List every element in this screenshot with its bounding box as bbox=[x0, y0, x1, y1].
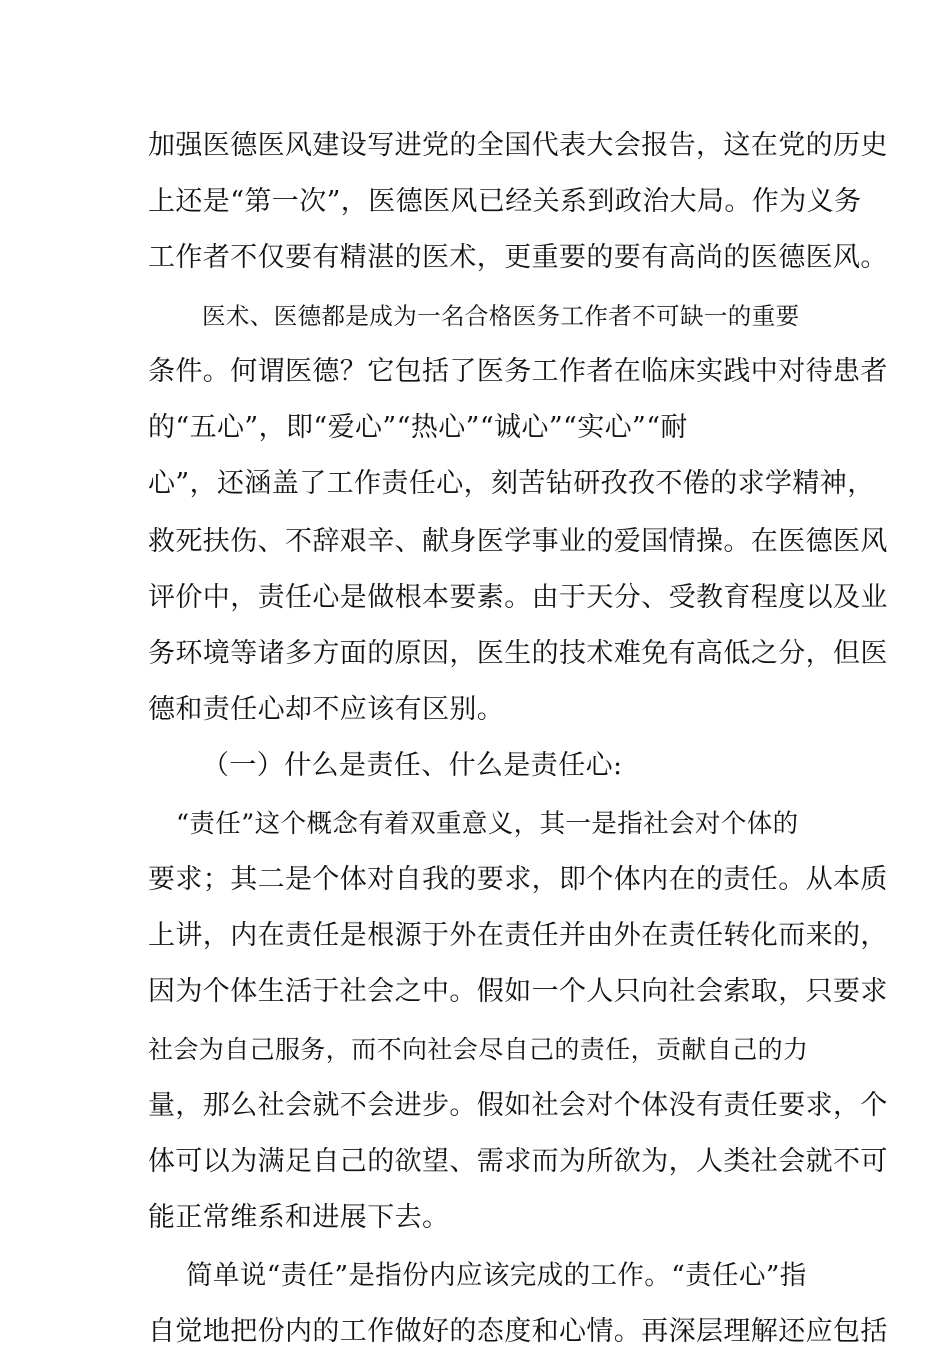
text-line: 体可以为满足自己的欲望、需求而为所欲为，人类社会就不可 bbox=[148, 1146, 888, 1177]
text-line: 量，那么社会就不会进步。假如社会对个体没有责任要求，个 bbox=[148, 1090, 888, 1121]
text-line: 简单说“责任”是指份内应该完成的工作。“责任心”指 bbox=[186, 1260, 807, 1291]
text-line: 心”，还涵盖了工作责任心，刻苦钻研孜孜不倦的求学精神， bbox=[148, 468, 875, 499]
text-line: 医术、医德都是成为一名合格医务工作者不可缺一的重要 bbox=[202, 302, 800, 330]
text-line: 上还是“第一次”，医德医风已经关系到政治大局。作为义务 bbox=[148, 186, 862, 217]
text-line: 的“五心”，即“爱心”“热心”“诚心”“实心”“耐 bbox=[148, 412, 688, 443]
text-line: 德和责任心却不应该有区别。 bbox=[148, 694, 505, 725]
text-line: 救死扶伤、不辞艰辛、献身医学事业的爱国情操。在医德医风 bbox=[148, 526, 888, 557]
text-line: 加强医德医风建设写进党的全国代表大会报告，这在党的历史 bbox=[148, 130, 888, 161]
text-line: 要求；其二是个体对自我的要求，即个体内在的责任。从本质 bbox=[148, 864, 888, 895]
text-line: 上讲，内在责任是根源于外在责任并由外在责任转化而来的， bbox=[148, 920, 888, 951]
text-line: 自觉地把份内的工作做好的态度和心情。再深层理解还应包括 bbox=[148, 1316, 888, 1347]
text-line: 条件。何谓医德？它包括了医务工作者在临床实践中对待患者 bbox=[148, 356, 888, 387]
text-line: 评价中，责任心是做根本要素。由于天分、受教育程度以及业 bbox=[148, 582, 888, 613]
text-line: 工作者不仅要有精湛的医术，更重要的要有高尚的医德医风。 bbox=[148, 242, 888, 273]
text-line: 务环境等诸多方面的原因，医生的技术难免有高低之分，但医 bbox=[148, 638, 888, 669]
text-line: “责任”这个概念有着双重意义，其一是指社会对个体的 bbox=[176, 809, 799, 839]
text-line: 因为个体生活于社会之中。假如一个人只向社会索取，只要求 bbox=[148, 976, 888, 1007]
text-line: 社会为自己服务，而不向社会尽自己的责任，贡献自己的力 bbox=[148, 1035, 809, 1064]
text-line: 能正常维系和进展下去。 bbox=[148, 1202, 450, 1233]
section-heading: （一）什么是责任、什么是责任心: bbox=[202, 750, 623, 781]
